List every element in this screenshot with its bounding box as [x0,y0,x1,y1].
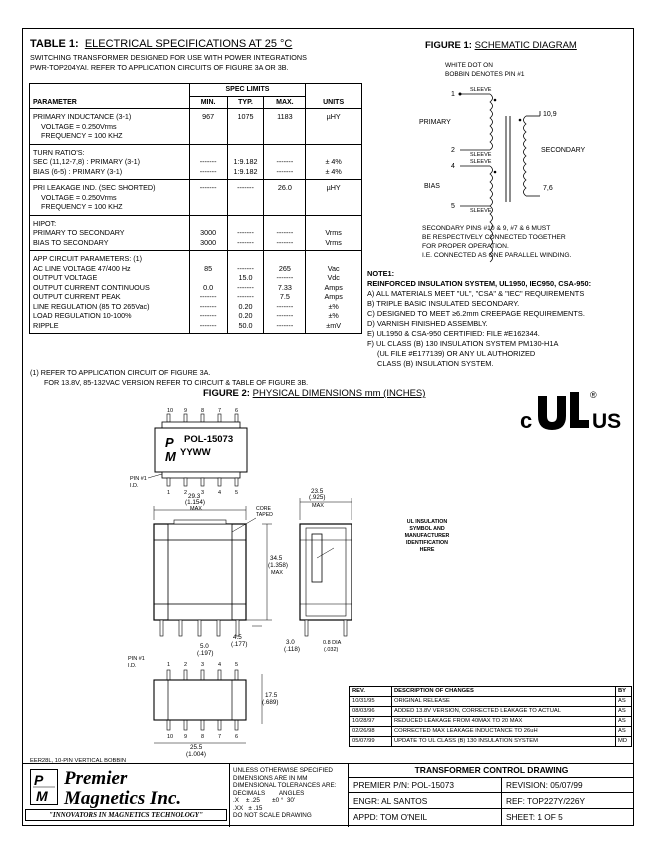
rev-description: REDUCED LEAKAGE FROM 40MAX TO 20 MAX [392,717,616,727]
note1-lineA: A) ALL MATERIALS MEET "UL", "CSA" & "IEC" REQUIREMENTS [367,289,585,298]
spec-cell-min: ------- [189,180,227,216]
spec-cell-min: 3000 3000 [189,215,227,251]
bottom-view-pin-top [184,670,187,680]
tolerance-notes [229,764,349,827]
schematic-diagram [400,56,634,266]
dot-note-2: BOBBIN DENOTES PIN #1 [445,71,525,78]
bottom-view-pin-top [218,670,221,680]
table1-footnote [30,368,308,387]
fig1-note-3: FOR PROPER OPERATION. [422,243,509,250]
tol-4: DECIMALS ANGLES [233,789,305,797]
svg-text:M: M [165,449,176,464]
ul-us-letters: US [592,410,622,433]
bottom-view-pin-number: 3 [201,662,205,668]
pin2-label: 2 [451,147,455,154]
ul-recognized-logo [520,388,628,438]
spec-cell-max: 26.0 [264,180,306,216]
core-taped-2: TAPED [256,512,273,518]
rev-by: MD [616,737,632,747]
ul-ins-4: IDENTIFICATION [406,540,448,546]
col-min: MIN. [189,96,227,109]
col-typ: TYP. [227,96,264,109]
note1-lineE: E) UL1950 & CSA-950 CERTIFIED: FILE #E162344. [367,329,540,338]
secondary-label: SECONDARY [541,147,586,154]
pin7-6-label: 7,6 [543,185,553,192]
bottom-view-pin-top [167,670,170,680]
spec-cell-min: ------- ------- [189,144,227,180]
bottom-view-pin-bottom [201,720,204,730]
company-line2: Magnetics Inc. [64,788,182,809]
electrical-spec-table [29,83,362,334]
top-pin [201,414,204,422]
ul-u-shape [538,396,566,430]
spec-cell-units: Vrms Vrms [306,215,362,251]
width-mm: 29.3 [188,493,201,500]
depth-max: MAX [312,503,324,509]
span-in: (1.004) [186,751,206,758]
note1-title: NOTE1: [367,269,395,278]
depth-in: (.925) [309,494,326,501]
spec-row [30,109,362,145]
bottom-view-pin-number-2: 9 [184,734,188,740]
bottom-pin [167,478,170,486]
fig1-note-4: I.E. CONNECTED AS ONE PARALLEL WINDING. [422,252,572,259]
spec-cell-param: PRIMARY INDUCTANCE (3-1) VOLTAGE = 0.250Vrms FREQUENCY = 100 KHZ [30,109,190,145]
table1-title: TABLE 1: ELECTRICAL SPECIFICATIONS AT 25 °C [30,38,293,50]
height-mm: 34.5 [270,555,283,562]
pin1-label: 1 [451,91,455,98]
note1-lineF2: (UL FILE #E177139) OR ANY UL AUTHORIZED [377,349,536,358]
bottom-view [30,643,278,764]
top-pin-number: 8 [201,408,205,414]
spec-cell-max: ------- ------- [264,144,306,180]
spec-row [30,251,362,334]
physical-dimensions-drawing [22,398,352,764]
svg-text:P: P [165,435,174,450]
ul-ins-1: UL INSULATION [406,519,448,525]
note1-lineB: B) TRIPLE BASIC INSULATED SECONDARY. [367,299,520,308]
row-spacing-in: (.689) [262,699,279,706]
pin-dia-mm: 0.8 DIA [323,640,342,646]
front-pin [198,620,201,636]
spec-cell-units: ± 4% ± 4% [306,144,362,180]
rev-date: 10/28/97 [350,717,392,727]
pitch-mm: 5.0 [200,643,209,650]
front-pin [179,620,182,636]
spec-cell-typ: ------- ------- [227,215,264,251]
svg-text:P: P [34,772,44,788]
col-parameter: PARAMETER [30,84,190,109]
ul-ins-2: SYMBOL AND [409,526,445,532]
front-pin [217,620,220,636]
top-view [130,408,247,496]
fig1-note-2: BE RESPECTIVELY CONNECTED TOGETHER [422,234,566,241]
width-max: MAX [190,506,202,512]
spec-cell-typ: ------- 15.0 ------- ------- 0.20 0.20 50.0 [227,251,264,334]
top-pin [184,414,187,422]
height-max: MAX [271,570,283,576]
pin10-9-label: 10,9 [543,111,557,118]
primary-label: PRIMARY [419,119,451,126]
bottom-pin-number: 5 [235,490,239,496]
bottom-view-pin-top [235,670,238,680]
bottom-view-pin-number: 1 [167,662,171,668]
pin5-label: 5 [451,203,455,210]
figure2-title: FIGURE 2: PHYSICAL DIMENSIONS mm (INCHES) [203,388,426,399]
revision-row [350,697,632,707]
row-spacing-mm: 17.5 [265,692,278,699]
date-code-marking: YYWW [180,447,211,458]
sleeve-label-3: SLEEVE [470,159,492,165]
tol-2: DIMENSIONS ARE IN MM [233,774,308,782]
rev-date: 02/26/98 [350,727,392,737]
part-marking: POL-15073 [184,434,234,445]
bottom-view-pin-number-2: 7 [218,734,222,740]
rev-description: ORIGINAL RELEASE [392,697,616,707]
bottom-view-pin-bottom [184,720,187,730]
pin1-id-bottom2: I.D. [128,663,137,669]
spec-cell-typ: 1075 [227,109,264,145]
note1-lineF: F) UL CLASS (B) 130 INSULATION SYSTEM PM130-H1A [367,339,559,348]
rev-col-header: REV. [350,687,392,697]
ul-c-letter: c [520,408,533,433]
spec-row [30,215,362,251]
figure1-title: FIGURE 1: SCHEMATIC DIAGRAM [425,40,577,51]
side-view [284,488,352,653]
rev-description: UPDATE TO UL CLASS (B) 130 INSULATION SYSTEM [392,737,616,747]
pitch-in: (.197) [197,650,214,657]
spec-cell-max: ------- ------- [264,215,306,251]
rev-description: CORRECTED MAX LEAKAGE INDUCTANCE TO 26uH [392,727,616,737]
revision-date: REVISION: 05/07/99 [502,777,634,793]
bias-label: BIAS [424,183,440,190]
bottom-pin [235,478,238,486]
spec-cell-units: Vac Vdc Amps Amps ±% ±% ±mV [306,251,362,334]
pin1-id-label: PIN #1 [130,476,147,482]
sleeve-label-2: SLEEVE [470,152,492,158]
rev-by: AS [616,697,632,707]
spec-cell-units: µHY [306,109,362,145]
dot-note-1: WHITE DOT ON [445,62,493,69]
reference: REF: TOP227Y/226Y [502,793,634,809]
spec-cell-max: 265 ------- 7.33 7.5 ------- ------- ------- [264,251,306,334]
rev-date: 05/07/99 [350,737,392,747]
sleeve-label-4: SLEEVE [470,208,492,214]
tol-7: DO NOT SCALE DRAWING [233,812,312,819]
top-pin-number: 9 [184,408,188,414]
bottom-view-pin-top [201,670,204,680]
ul-l-shape [570,392,589,428]
revision-row [350,717,632,727]
spec-cell-param: PRI LEAKAGE IND. (SEC SHORTED) VOLTAGE = 0.250Vrms FREQUENCY = 100 KHZ [30,180,190,216]
col-units: UNITS [306,84,362,109]
bottom-pin [184,478,187,486]
sleeve-label-1: SLEEVE [470,87,492,93]
top-pin-number: 6 [235,408,239,414]
tol-5: .X ± .25 ±0 ° 30' [233,797,296,804]
top-pin [167,414,170,422]
bottom-view-pin-number: 4 [218,662,222,668]
rev-description: ADDED 13.8V VERSION, CORRECTED LEAKAGE TO ACTUAL [392,707,616,717]
title-block [22,763,634,827]
rev-by: AS [616,707,632,717]
bottom-view-pin-bottom [235,720,238,730]
top-pin [218,414,221,422]
bottom-view-pin-number: 5 [235,662,239,668]
pin-row-in: (.118) [284,646,300,653]
engineer: ENGR: AL SANTOS [349,793,502,809]
ul-insulation-callout [382,519,472,554]
spec-cell-param: HIPOT: PRIMARY TO SECONDARY BIAS TO SECONDARY [30,215,190,251]
pin1-id-label2: I.D. [130,483,139,489]
rev-date: 08/03/96 [350,707,392,717]
bottom-view-pin-bottom [218,720,221,730]
table1-subtitle [30,53,370,73]
secondary-winding [524,116,527,196]
revision-row [350,707,632,717]
bottom-pin [218,478,221,486]
company-line1: Premier [64,768,128,789]
title-block-fields [349,764,634,827]
spec-row [30,144,362,180]
pin4-label: 4 [451,163,455,170]
spec-cell-min: 85 0.0 ------- ------- ------- ------- [189,251,227,334]
pin-length-in: (.177) [231,641,248,648]
rev-by: AS [616,727,632,737]
spec-cell-param: TURN RATIO'S: SEC (11,12-7,8) : PRIMARY (3-1) BIAS (6-5) : PRIMARY (3-1) [30,144,190,180]
note1-block [367,269,632,369]
revision-table [349,686,632,747]
table1-subtitle-line2: PWR-TOP204YAI. REFER TO APPLICATION CIRCUITS OF FIGURE 3A OR 3B. [30,63,289,72]
pin1-id-bottom: PIN #1 [128,656,145,662]
bottom-pin-number: 1 [167,490,171,496]
spec-cell-max: 1183 [264,109,306,145]
depth-mm: 23.5 [311,488,324,495]
spec-cell-typ: 1:9.182 1:9.182 [227,144,264,180]
sheet-number: SHEET: 1 OF 5 [506,812,563,822]
spec-cell-units: µHY [306,180,362,216]
pin-dia-in: (.032) [324,647,339,653]
front-pin [160,620,163,636]
svg-text:M: M [36,788,48,804]
company-logo [30,769,58,805]
primary-winding [490,94,493,150]
height-in: (1.358) [268,562,288,569]
pin-length-mm: 4.5 [233,634,242,641]
desc-col-header: DESCRIPTION OF CHANGES [392,687,616,697]
by-col-header: BY [616,687,632,697]
revision-row [350,727,632,737]
spec-limits-header: SPEC LIMITS [189,84,306,97]
rev-date: 10/31/95 [350,697,392,707]
bottom-pin [201,478,204,486]
note1-lineC: C) DESIGNED TO MEET ≥6.2mm CREEPAGE REQUIREMENTS. [367,309,585,318]
bottom-pin-number: 2 [184,490,188,496]
part-number: PREMIER P/N: POL-15073 [349,777,502,793]
approved-by: APPD: TOM O'NEIL [349,809,502,825]
bottom-pin-number: 3 [201,490,205,496]
note1-line0: REINFORCED INSULATION SYSTEM, UL1950, IEC950, CSA-950: [367,279,592,288]
bottom-view-pin-number-2: 8 [201,734,205,740]
tol-1: UNLESS OTHERWISE SPECIFIED [233,767,333,774]
tol-6: .XX ± .15 [233,804,263,812]
width-in: (1.154) [185,499,205,506]
pin-row-mm: 3.0 [286,639,295,646]
bottom-view-pin-number-2: 10 [167,734,174,740]
note1-lineD: D) VARNISH FINISHED ASSEMBLY. [367,319,488,328]
rev-by: AS [616,717,632,727]
ul-ins-5: HERE [419,547,435,553]
span-mm: 25.5 [190,744,203,751]
drawing-title: TRANSFORMER CONTROL DRAWING [349,764,634,778]
col-max: MAX. [264,96,306,109]
spec-cell-typ: ------- [227,180,264,216]
top-pin-number: 7 [218,408,222,414]
fig1-note-1: SECONDARY PINS #10 & 9, #7 & 6 MUST [422,225,551,232]
ul-ins-3: MANUFACTURER [404,533,450,539]
ul-registered-mark: ® [590,390,597,400]
footnote-line1: (1) REFER TO APPLICATION CIRCUIT OF FIGURE 3A. [30,368,211,377]
spec-cell-param: APP CIRCUIT PARAMETERS: (1) AC LINE VOLTAGE 47/400 Hz OUTPUT VOLTAGE OUTPUT CURRENT CONTINUOUS OUTPUT CURRENT PEAK LINE REGULATION (85 TO 265Vac) LOAD REGULATION 10-100% RIPPLE [30,251,190,334]
bobbin-label: EER28L, 10-PIN VERTICAL BOBBIN [30,758,127,764]
revision-row [350,737,632,747]
footnote-line2: FOR 13.8V, 85-132VAC VERSION REFER TO CIRCUIT & TABLE OF FIGURE 3B. [44,377,309,387]
bottom-view-pin-number: 2 [184,662,188,668]
company-name [64,769,181,809]
company-slogan: "INNOVATORS IN MAGNETICS TECHNOLOGY" [25,809,227,821]
core-taped-1: CORE [256,506,271,512]
table1-subtitle-line1: SWITCHING TRANSFORMER DESIGNED FOR USE WITH POWER INTEGRATIONS [30,53,307,62]
spec-row [30,180,362,216]
top-pin [235,414,238,422]
front-view [154,493,288,648]
note1-lineF3: CLASS (B) INSULATION SYSTEM. [377,359,494,368]
tol-3: DIMENSIONAL TOLERANCES ARE: [233,782,337,789]
bottom-view-pin-bottom [167,720,170,730]
spec-cell-min: 967 [189,109,227,145]
bottom-view-pin-number-2: 6 [235,734,239,740]
top-pin-number: 10 [167,408,174,414]
bottom-pin-number: 4 [218,490,222,496]
